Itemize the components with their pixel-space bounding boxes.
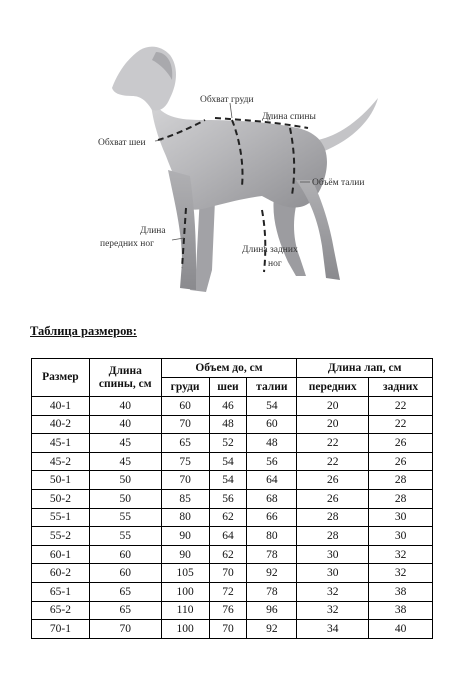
table-cell: 70 (209, 620, 247, 639)
table-cell: 54 (247, 397, 297, 416)
table-cell: 26 (297, 471, 369, 490)
header-back-length-line2: спины, см (98, 377, 152, 390)
table-cell: 45 (89, 452, 161, 471)
table-cell: 54 (209, 471, 247, 490)
table-cell: 60 (161, 397, 209, 416)
table-cell: 66 (247, 508, 297, 527)
header-volume: Объем до, см (161, 359, 297, 378)
table-cell: 30 (297, 545, 369, 564)
table-cell: 32 (369, 545, 433, 564)
size-table-body (32, 397, 433, 639)
table-cell: 48 (247, 434, 297, 453)
label-hind-legs-line2: ног (268, 259, 282, 269)
table-row (32, 434, 433, 453)
dog-measurement-figure (0, 0, 465, 320)
table-cell: 70-1 (32, 620, 90, 639)
table-cell: 50-2 (32, 489, 90, 508)
table-cell: 85 (161, 489, 209, 508)
table-cell: 22 (297, 452, 369, 471)
table-cell: 62 (209, 508, 247, 527)
table-cell: 28 (369, 489, 433, 508)
table-cell: 90 (161, 527, 209, 546)
table-row (32, 601, 433, 620)
label-hind-legs-line1: Длина задних (242, 245, 298, 255)
table-cell: 60 (89, 545, 161, 564)
table-row (32, 582, 433, 601)
table-cell: 52 (209, 434, 247, 453)
table-cell: 46 (209, 397, 247, 416)
table-row (32, 415, 433, 434)
table-cell: 48 (209, 415, 247, 434)
table-cell: 60-2 (32, 564, 90, 583)
header-size: Размер (32, 359, 90, 397)
table-cell: 26 (297, 489, 369, 508)
table-cell: 70 (161, 415, 209, 434)
table-cell: 110 (161, 601, 209, 620)
table-cell: 38 (369, 582, 433, 601)
table-cell: 70 (209, 564, 247, 583)
table-cell: 92 (247, 620, 297, 639)
table-cell: 40 (89, 397, 161, 416)
table-cell: 45-1 (32, 434, 90, 453)
table-cell: 75 (161, 452, 209, 471)
table-cell: 26 (369, 452, 433, 471)
table-cell: 50 (89, 489, 161, 508)
label-front-legs-line1: Длина (140, 226, 166, 236)
table-cell: 80 (247, 527, 297, 546)
table-cell: 20 (297, 415, 369, 434)
table-title: Таблица размеров: (30, 324, 137, 338)
table-cell: 40 (369, 620, 433, 639)
table-cell: 70 (89, 620, 161, 639)
table-cell: 65 (89, 582, 161, 601)
table-cell: 45 (89, 434, 161, 453)
table-row (32, 489, 433, 508)
table-cell: 60 (247, 415, 297, 434)
table-cell: 65-2 (32, 601, 90, 620)
table-cell: 76 (209, 601, 247, 620)
table-cell: 64 (209, 527, 247, 546)
table-cell: 30 (369, 508, 433, 527)
table-cell: 40 (89, 415, 161, 434)
table-cell: 92 (247, 564, 297, 583)
table-cell: 30 (369, 527, 433, 546)
table-cell: 78 (247, 545, 297, 564)
table-cell: 40-2 (32, 415, 90, 434)
table-cell: 22 (297, 434, 369, 453)
table-cell: 100 (161, 620, 209, 639)
table-row (32, 564, 433, 583)
table-cell: 60 (89, 564, 161, 583)
table-cell: 65 (161, 434, 209, 453)
table-row (32, 508, 433, 527)
label-chest: Обхват груди (200, 95, 254, 105)
header-front: передних (297, 378, 369, 397)
label-waist: Объём талии (312, 178, 365, 188)
table-cell: 20 (297, 397, 369, 416)
table-cell: 64 (247, 471, 297, 490)
table-cell: 68 (247, 489, 297, 508)
label-back-length: Длина спины (262, 112, 316, 122)
table-cell: 100 (161, 582, 209, 601)
table-cell: 32 (297, 601, 369, 620)
table-cell: 70 (161, 471, 209, 490)
header-hind: задних (369, 378, 433, 397)
table-row (32, 471, 433, 490)
table-cell: 34 (297, 620, 369, 639)
dog-tail (318, 98, 378, 152)
header-paw-length: Длина лап, см (297, 359, 433, 378)
header-back-length (89, 359, 161, 397)
header-waist: талии (247, 378, 297, 397)
table-cell: 22 (369, 397, 433, 416)
table-cell: 56 (209, 489, 247, 508)
table-cell: 96 (247, 601, 297, 620)
table-cell: 65 (89, 601, 161, 620)
dog-illustration (0, 0, 465, 320)
table-cell: 32 (297, 582, 369, 601)
table-cell: 55 (89, 508, 161, 527)
table-cell: 22 (369, 415, 433, 434)
table-cell: 45-2 (32, 452, 90, 471)
table-cell: 78 (247, 582, 297, 601)
hind-leg-measure-line (262, 210, 265, 272)
table-cell: 55-2 (32, 527, 90, 546)
table-cell: 30 (297, 564, 369, 583)
table-cell: 72 (209, 582, 247, 601)
table-cell: 105 (161, 564, 209, 583)
header-neck: шеи (209, 378, 247, 397)
table-cell: 38 (369, 601, 433, 620)
table-cell: 56 (247, 452, 297, 471)
table-cell: 50 (89, 471, 161, 490)
label-front-legs-line2: передних ног (100, 239, 154, 249)
table-cell: 40-1 (32, 397, 90, 416)
header-back-length-line1: Длина (108, 364, 142, 377)
table-cell: 28 (369, 471, 433, 490)
table-cell: 55-1 (32, 508, 90, 527)
table-row (32, 452, 433, 471)
table-cell: 90 (161, 545, 209, 564)
table-cell: 26 (369, 434, 433, 453)
table-cell: 32 (369, 564, 433, 583)
table-cell: 28 (297, 508, 369, 527)
table-cell: 54 (209, 452, 247, 471)
table-cell: 62 (209, 545, 247, 564)
size-table (31, 358, 433, 639)
table-cell: 80 (161, 508, 209, 527)
table-row (32, 397, 433, 416)
table-cell: 65-1 (32, 582, 90, 601)
table-cell: 60-1 (32, 545, 90, 564)
table-row (32, 620, 433, 639)
label-neck: Обхват шеи (98, 138, 146, 148)
table-cell: 28 (297, 527, 369, 546)
header-chest: груди (161, 378, 209, 397)
table-cell: 50-1 (32, 471, 90, 490)
table-row (32, 545, 433, 564)
table-cell: 55 (89, 527, 161, 546)
table-row (32, 527, 433, 546)
dog-head (112, 47, 176, 111)
